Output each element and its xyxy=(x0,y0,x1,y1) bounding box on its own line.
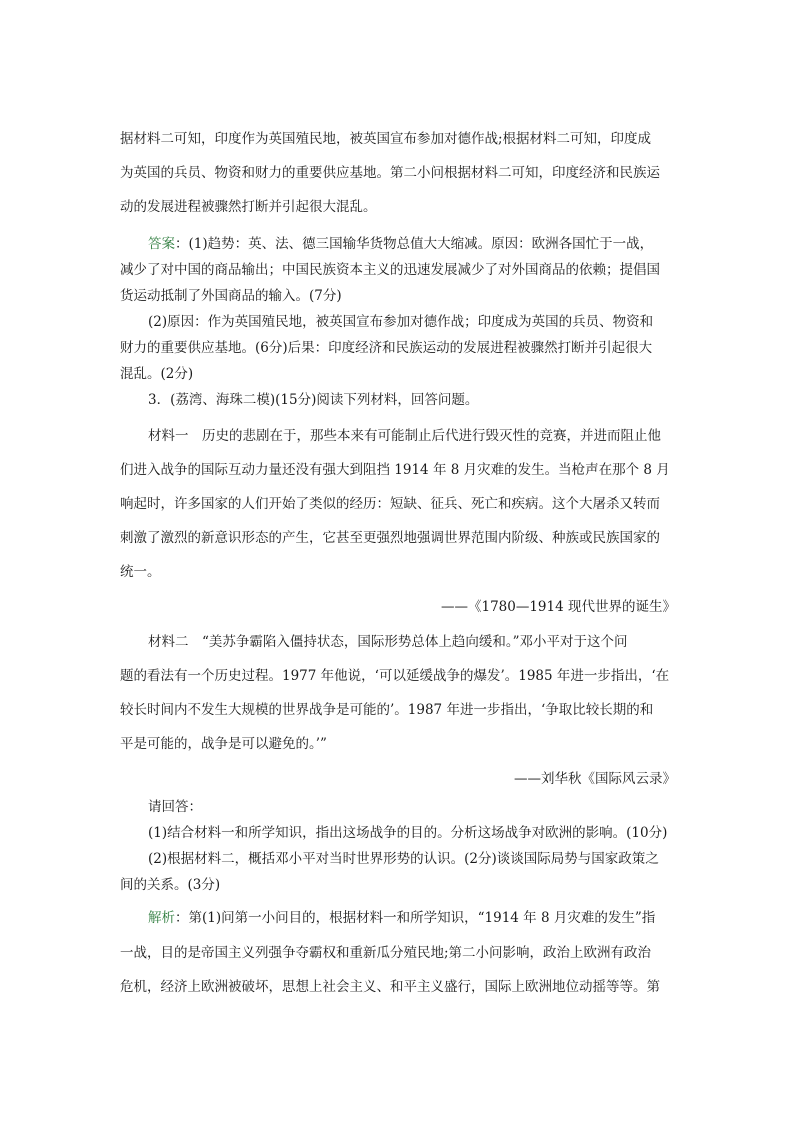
material-line: 统一。 xyxy=(120,564,161,580)
answer-line: (2)原因：作为英国殖民地，被英国宣布参加对德作战；印度成为英国的兵员、物资和 xyxy=(148,314,654,330)
answer-line: 货运动抵制了外国商品的输入。(7分) xyxy=(120,288,342,304)
material-line: 平是可能的，战争是可以避免的。’” xyxy=(120,736,327,752)
analysis-label: 解析 xyxy=(148,910,175,926)
answer-line: 混乱。(2分) xyxy=(120,366,194,382)
analysis-line: 解析：第(1)问第一小问目的，根据材料一和所学知识，“1914 年 8 月灾难的发生”指 xyxy=(148,910,656,926)
material-line: 响起时，许多国家的人们开始了类似的经历：短缺、征兵、死亡和疾病。这个大屠杀又转而 xyxy=(120,496,660,512)
material-line: 题的看法有一个历史过程。1977 年他说，‘可以延缓战争的爆发’。1985 年进一步指出，‘在 xyxy=(120,668,670,684)
text-line: 据材料二可知，印度作为英国殖民地，被英国宣布参加对德作战;根据材料二可知，印度成 xyxy=(120,131,652,147)
material-line: 材料一 历史的悲剧在于，那些本来有可能制止后代进行毁灭性的竞赛，并进而阻止他 xyxy=(148,428,661,444)
material-line: 们进入战争的国际互动力量还没有强大到阻挡 1914 年 8 月灾难的发生。当枪声在那个 8 月 xyxy=(120,462,670,478)
ask-title: 请回答： xyxy=(148,799,202,815)
answer-line: 答案：(1)趋势：英、法、德三国输华货物总值大大缩减。原因：欧洲各国忙于一战， xyxy=(148,236,654,252)
material-line: 较长时间内不发生大规模的世界战争是可能的’。1987 年进一步指出，‘争取比较长期的和 xyxy=(120,702,654,718)
question-title: 3．(荔湾、海珠二模)(15分)阅读下列材料，回答问题。 xyxy=(148,392,479,408)
material-line: 材料二 “美苏争霸陷入僵持状态，国际形势总体上趋向缓和。”邓小平对于这个问 xyxy=(148,634,628,650)
question-item: 间的关系。(3分) xyxy=(120,877,221,893)
analysis-line: 一战，目的是帝国主义列强争夺霸权和重新瓜分殖民地;第二小问影响，政治上欧洲有政治 xyxy=(120,945,652,961)
text-line: 为英国的兵员、物资和财力的重要供应基地。第二小问根据材料二可知，印度经济和民族运 xyxy=(120,165,660,181)
analysis-line: 危机，经济上欧洲被破坏，思想上社会主义、和平主义盛行，国际上欧洲地位动摇等等。第 xyxy=(120,979,660,995)
material-line: 刺激了激烈的新意识形态的产生，它甚至更强烈地强调世界范围内阶级、种族或民族国家的 xyxy=(120,530,660,546)
question-item: (2)根据材料二，概括邓小平对当时世界形势的认识。(2分)谈谈国际局势与国家政策之 xyxy=(148,851,659,867)
question-item: (1)结合材料一和所学知识，指出这场战争的目的。分析这场战争对欧洲的影响。(10分) xyxy=(148,825,668,841)
answer-label: 答案 xyxy=(148,236,175,252)
answer-line: 财力的重要供应基地。(6分)后果：印度经济和民族运动的发展进程被骤然打断并引起很大 xyxy=(120,340,653,356)
answer-line: 减少了对中国的商品输出；中国民族资本主义的迅速发展减少了对外国商品的依赖；提倡国 xyxy=(120,262,660,278)
text-line: 动的发展进程被骤然打断并引起很大混乱。 xyxy=(120,199,377,215)
material-source: ——刘华秋《国际风云录》 xyxy=(514,771,676,787)
material-source: ——《1780—1914 现代世界的诞生》 xyxy=(440,599,676,615)
